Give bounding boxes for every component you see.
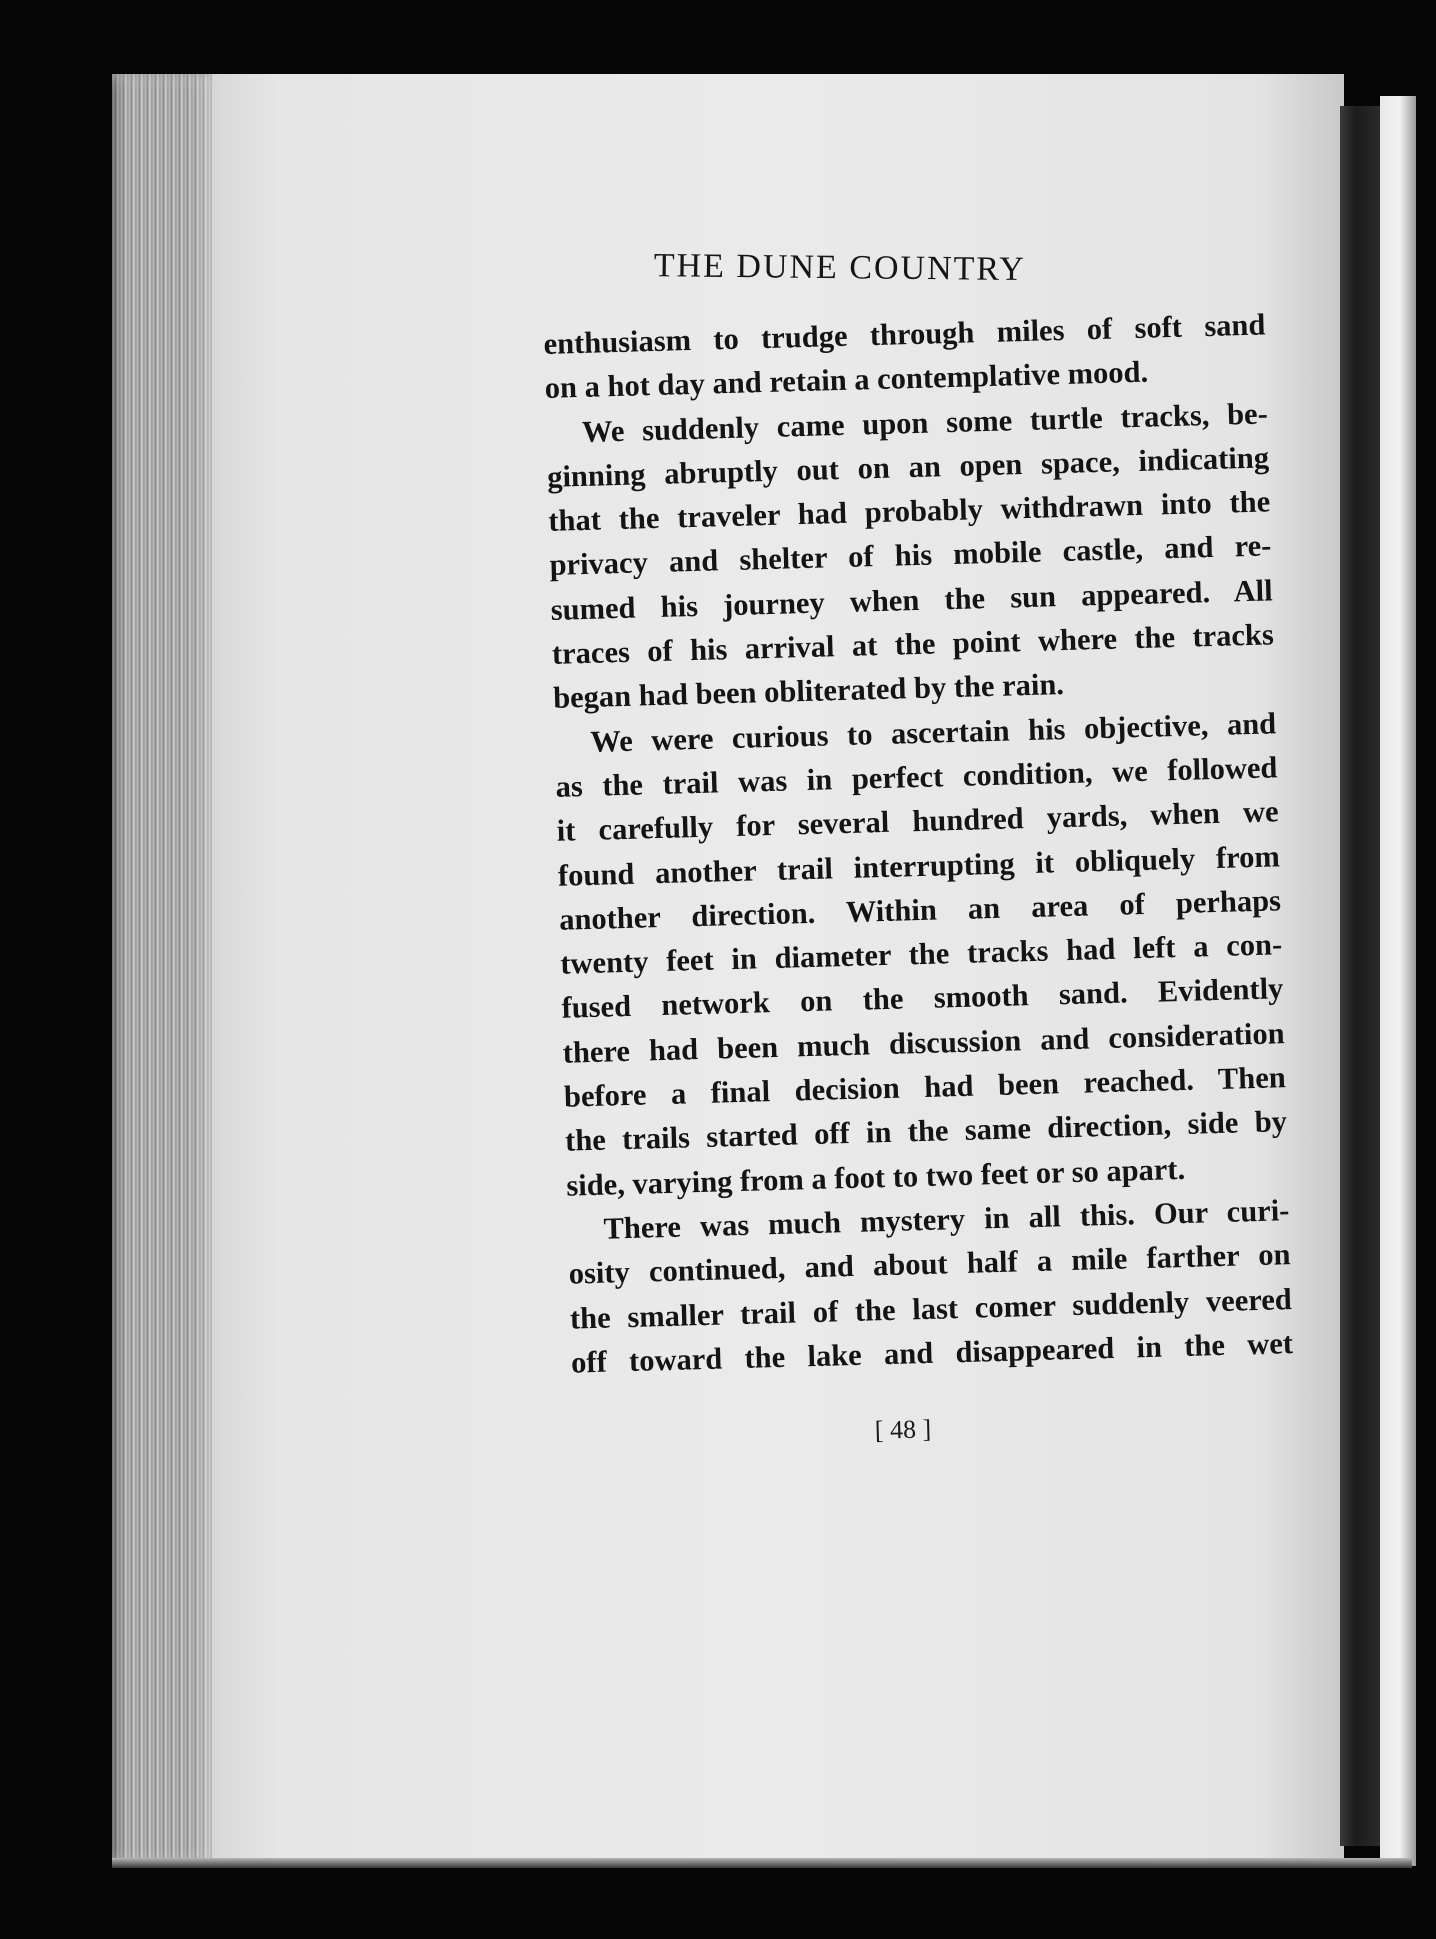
- binding-gutter: [1340, 106, 1380, 1846]
- facing-page-edge: [1380, 96, 1416, 1866]
- page-number: [ 48 ]: [874, 1414, 932, 1445]
- paragraph-2: [545, 391, 1275, 720]
- text-line: there had been much discussion and consideration: [562, 1015, 1285, 1070]
- text-line: We were curious to ascertain his objective, and: [589, 705, 1277, 759]
- body-text: [543, 302, 1293, 1384]
- text-line: began had been obliterated by the rain.: [552, 667, 1065, 716]
- text-line: fused network on the smooth sand. Evidently: [561, 971, 1284, 1026]
- text-line: sumed his journey when the sun appeared. All: [550, 573, 1273, 627]
- text-line: off toward the lake and disappeared in the wet: [570, 1325, 1294, 1380]
- text-line: found another trail interrupting it obliquely from: [557, 838, 1281, 893]
- text-line: on a hot day and retain a contemplative mood.: [544, 354, 1149, 406]
- text-line: osity continued, and about half a mile farther on: [568, 1237, 1291, 1291]
- text-line: traces of his arrival at the point where the tracks: [551, 617, 1275, 671]
- text-line: privacy and shelter of his mobile castle, and re-: [549, 528, 1272, 583]
- text-line: ginning abruptly out on an open space, indicating: [546, 440, 1270, 494]
- running-head: THE DUNE COUNTRY: [653, 247, 1026, 289]
- page-block-edges: [112, 74, 220, 1864]
- text-line: the trails started off in the same direction, side by: [564, 1104, 1288, 1159]
- page-bottom-edge: [112, 1858, 1412, 1868]
- text-line: that the traveler had probably withdrawn into the: [547, 484, 1271, 539]
- text-line: side, varying from a foot to two feet or so apart.: [565, 1151, 1186, 1203]
- text-line: as the trail was in perfect condition, we followed: [555, 750, 1278, 804]
- text-line: the smaller trail of the last comer suddenly veered: [569, 1281, 1293, 1336]
- text-line: another direction. Within an area of perhaps: [558, 883, 1282, 937]
- paragraph-4: [567, 1188, 1294, 1385]
- text-line: There was much mystery in all this. Our curi-: [603, 1193, 1290, 1246]
- text-line: We suddenly came upon some turtle tracks, be-: [581, 396, 1269, 449]
- text-line: before a final decision had been reached. Then: [563, 1060, 1287, 1114]
- text-line: enthusiasm to trudge through miles of soft sand: [543, 307, 1266, 361]
- paragraph-3: [554, 701, 1289, 1208]
- text-line: twenty feet in diameter the tracks had left a con-: [559, 927, 1283, 981]
- text-line: it carefully for several hundred yards, when we: [556, 794, 1279, 849]
